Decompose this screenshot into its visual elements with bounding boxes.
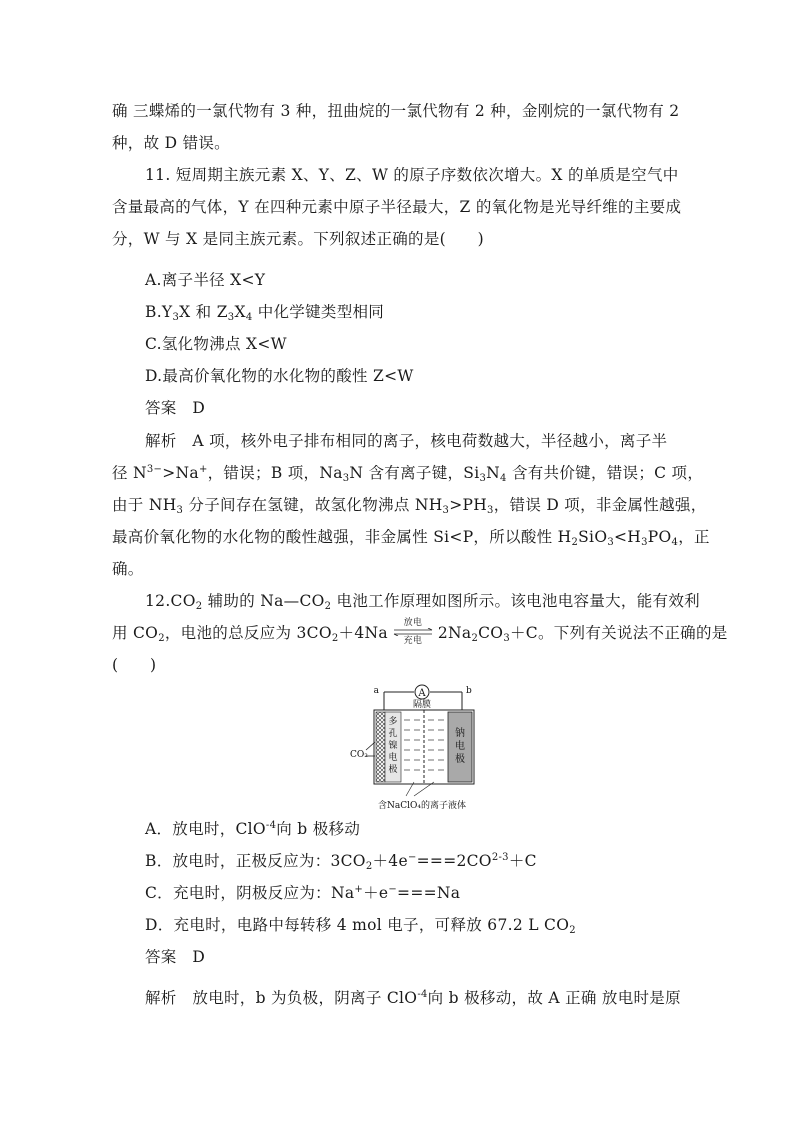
q12-option-a: A．放电时，ClO$^{-4}$向 b 极移动 [145, 820, 361, 838]
sodium-electrode-char: 极 [455, 754, 465, 765]
q12-stem: ( ) [112, 656, 157, 674]
q12-stem: $12.CO_2$ 辅助的 $Na—CO_2$ 电池工作原理如图所示。该电池电容量大，能有效利 [145, 592, 700, 612]
q12-option-c: C．充电时，阴极反应为：Na+＋e−===Na [145, 884, 461, 902]
q12-option-d: D．充电时，电路中每转移 4 mol 电子，可释放 67.2 L $CO_2$ [145, 916, 576, 936]
membrane-label: 隔膜 [412, 700, 432, 710]
q11-explanation: 解析 A 项，核外电子排布相同的离子，核电荷数越大，半径越小，离子半 [145, 432, 668, 450]
q12-stem: 用 $CO_2$，电池的总反应为 $3CO_2+4Na$ 放电 充电 $2Na_2CO_3+C$。下列有关说法不正确的是 [112, 618, 728, 646]
q11-explanation: 由于 $NH_3$ 分子间存在氢键，故氢化物沸点 $NH_3>PH_3$，错误 D 项，非金属性越强， [112, 496, 707, 516]
left-electrode-char: 电 [388, 753, 398, 763]
double-arrow-icon [392, 628, 434, 636]
co2-label: CO₂ [350, 750, 368, 760]
ammeter-label: A [418, 688, 426, 699]
sodium-electrode-char: 电 [455, 741, 465, 752]
q11-option-a: A.离子半径 X<Y [145, 271, 266, 289]
q11-stem: 含量最高的气体，Y 在四种元素中原子半径最大，Z 的氧化物是光导纤维的主要成 [112, 198, 682, 216]
q11-answer: 答案 D [145, 399, 206, 417]
terminal-b-label: b [466, 686, 472, 696]
q12-explanation: 解析 放电时，b 为负极，阴离子 ClO$^{-4}$向 b 极移动，故 A 正确 放电时是原 [145, 989, 681, 1007]
q11-explanation: 径 $N^{3-}>Na^+$，错误；B 项，$Na_3N$ 含有离子键，$Si_3N_4$ 含有共价键，错误；C 项， [112, 464, 704, 484]
paragraph-line: 确 三蝶烯的一氯代物有 3 种，扭曲烷的一氯代物有 2 种，金刚烷的一氯代物有 2 [112, 102, 680, 120]
left-electrode-char: 孔 [388, 729, 398, 739]
porous-nickel-electrode [376, 712, 385, 782]
q11-explanation: 最高价氧化物的水化物的酸性越强，非金属性 Si<P，所以酸性 $H_2SiO_3<H_3PO_4$，正 [112, 528, 710, 548]
q11-explanation: 确。 [112, 560, 144, 578]
paragraph-line: 种，故 D 错误。 [112, 134, 230, 152]
q11-stem: 11. 短周期主族元素 X、Y、Z、W 的原子序数依次增大。X 的单质是空气中 [145, 166, 679, 184]
left-electrode-char: 镍 [388, 741, 398, 751]
q12-option-b: B．放电时，正极反应为：$3CO_2+4e^-===2CO^{2-3}+C$ [145, 852, 537, 872]
q11-stem: 分，W 与 X 是同主族元素。下列叙述正确的是( ) [112, 230, 484, 248]
q11-option-b: $B.Y_3X$ 和 $Z_3X_4$ 中化学键类型相同 [145, 303, 385, 323]
reversible-arrow: 放电 充电 [390, 624, 436, 644]
left-electrode-char: 极 [388, 765, 398, 775]
sodium-electrode-char: 钠 [455, 728, 465, 739]
q11-option-c: C.氢化物沸点 X<W [145, 335, 287, 353]
terminal-a-label: a [373, 686, 379, 696]
electrolyte-label: 含NaClO₄的离子液体 [378, 801, 466, 811]
battery-diagram [348, 684, 484, 812]
left-electrode-char: 多 [388, 717, 398, 727]
q12-answer: 答案 D [145, 948, 206, 966]
q11-option-d: D.最高价氧化物的水化物的酸性 Z<W [145, 367, 414, 385]
